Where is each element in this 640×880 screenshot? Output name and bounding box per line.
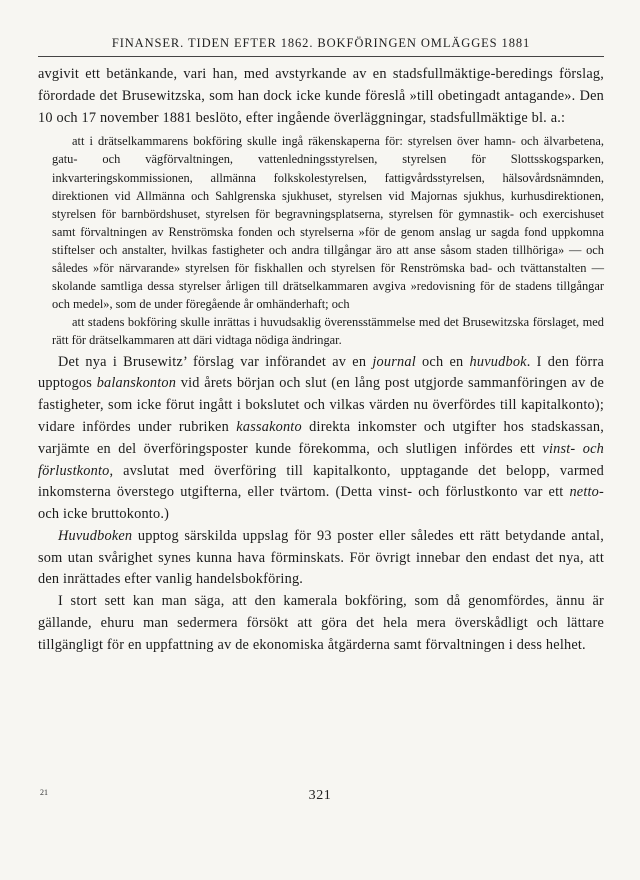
page-number: 321 (308, 788, 332, 803)
paragraph-journal (38, 352, 604, 526)
term-huvudbok: huvudbok (469, 353, 527, 370)
term-kassakonto: kassakonto (236, 418, 302, 435)
header-rule (38, 56, 604, 57)
paragraph-continuation: avgivit ett betänkande, vari han, med avstyrkande av en stadsfullmäktige-beredings förslag, förordade det Brusewitzska, som han dock icke kunde föreslå »till obetingadt antagande». Den 10 och 17 november 1881 beslöto, efter ingående överläggningar, stadsfullmäktige bl. a.: (38, 66, 604, 126)
paragraph-summary: I stort sett kan man säga, att den kameralа bokföring, som då genomfördes, ännu är gällande, ehuru man sedermera försökt att göra det hela mera överskådligt och lättare tillgängligt för en uppfattning av de ekonomiska åtgärderna samt förvaltningen i dess helhet. (38, 593, 604, 653)
running-head: FINANSER. TIDEN EFTER 1862. BOKFÖRINGEN OMLÄGGES 1881 (111, 36, 531, 50)
text-run: vid årets början och slut (en lång post utgjorde sammanföringen av de fastigheter, som icke förut ingått i bokslutet och vilkas värden nu överfördes till kapitalkonto); vidare infördes under rubriken (38, 375, 604, 435)
signature-mark: 21 (40, 788, 48, 797)
resolution-clause-1: att i drätselkammarens bokföring skulle ingå räkenskaperna för: styrelsen över hamn- och älvarbetena, gatu- och vägförvaltningen, vattenledningsstyrelsen, styrelsen för Slottsskogsparken, inkvarteringskommissionen, allmänna folkskolestyrelsen, fattigvårdsstyrelsen, hälsovårdsnämnden, direktionen vid Allmänna och Sahlgrenska sjukhuset, styrelsen vid Majornas sjukhus, kurhusdirektionen, styrelsen för barnbördshuset, styrelsen för begravningsplatserna, styrelsen för gymnastik- och exercishuset samt förvaltningen av Renströmska fonden och styrelserna »för de genom anslag ur sagda fond uppkomna stiftelser och anstalter, hvilkas fastigheter och andra tillgångar äro att anse såsom staden tillhöriga» — och således »för närvarande» styrelsen för fiskhallen och styrelsen för Renströmska bad- och tvättanstalten — skolande samtliga dessa styrelser årligen till drätselkammaren avgiva »redovisning för de stadens tillgångar och medel», som de under föregående år omhänderhaft; och (52, 134, 604, 312)
term-balanskonton: balanskonton (96, 375, 177, 392)
text-run: upptog särskilda uppslag för 93 poster eller således ett rätt betydande antal, som utan svårighet synes kunna hava förminskats. För övrigt innebar den endast det nya, att den inrättades efter vanlig handelsbokföring. (38, 527, 604, 588)
text-run: direkta inkomster och utgifter hos stadskassan, varjämte en del överföringsposter kunde förekomma, och slutligen infördes ett (38, 418, 604, 457)
term-journal: journal (372, 353, 416, 370)
text-run: . I den förra upptogos (38, 353, 605, 392)
resolution-clause-2: att stadens bokföring skulle inrättas i huvudsaklig överensstämmelse med det Brusewitzska förslaget, med rätt för drätselkammaren att däri vidtaga nödiga ändringar. (52, 315, 604, 348)
text-run: , avslutat med överföring till kapitalkonto, upptagande det belopp, varmed inkomsterna överstego utgifterna, eller tvärtom. (Detta vinst- och förlustkonto var ett (38, 462, 604, 501)
body-text (38, 64, 604, 657)
term-vinst-forlustkonto: vinst- och förlustkonto (38, 440, 604, 479)
term-huvudboken: Huvudboken (58, 527, 133, 544)
paragraph-huvudboken (38, 526, 604, 591)
text-run: - och icke bruttokonto.) (38, 484, 604, 523)
term-netto: netto (569, 484, 600, 501)
text-run: och en (415, 353, 470, 370)
text-run: Det nya i Brusewitz’ förslag var införandet av en (58, 353, 373, 370)
resolution-quote (38, 132, 604, 349)
